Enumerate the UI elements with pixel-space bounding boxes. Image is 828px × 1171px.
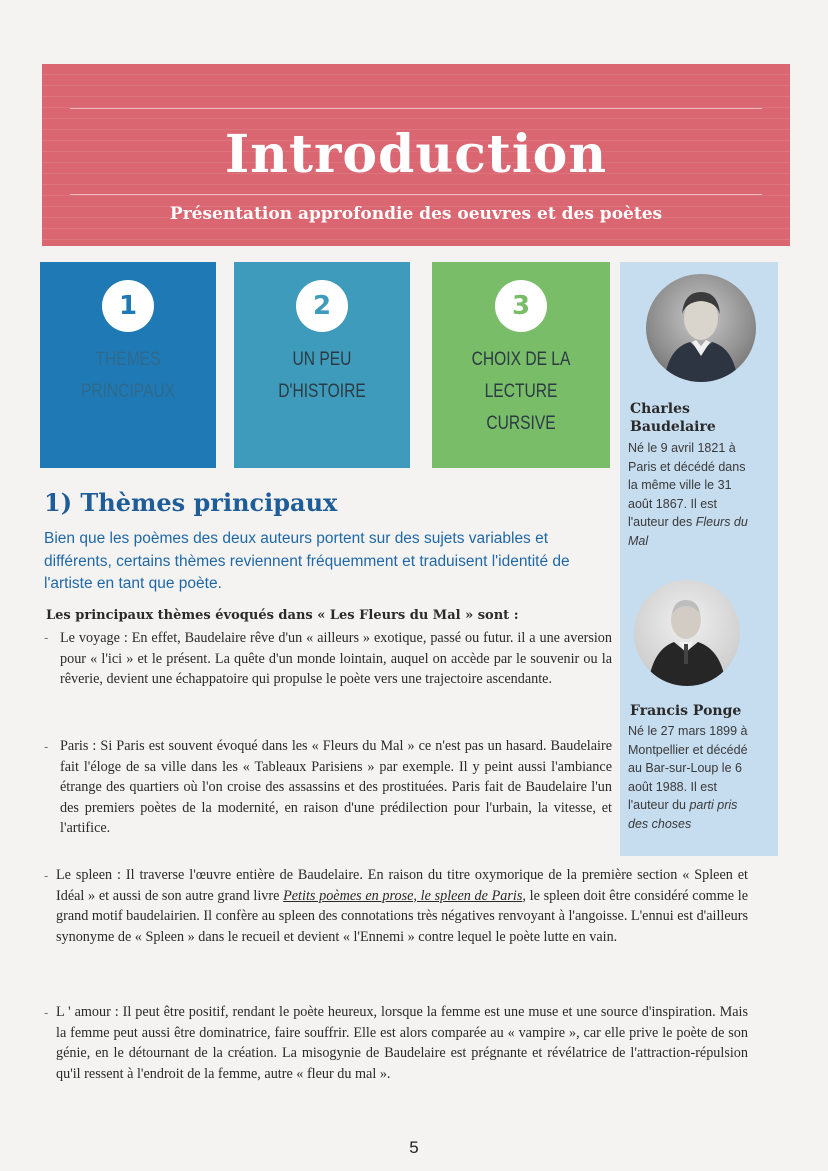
tile-label-line: D'HISTOIRE xyxy=(278,381,366,402)
bio-work: des choses xyxy=(628,816,692,831)
spleen-book-title: Petits poèmes en prose, le spleen de Paris xyxy=(283,887,523,904)
bio-work: Mal xyxy=(628,533,649,548)
bio-text: l'auteur du xyxy=(628,798,690,812)
tile-label xyxy=(448,344,594,440)
bio-work: Fleurs du xyxy=(695,515,748,529)
tile-number: 1 xyxy=(102,280,154,332)
tile-label xyxy=(56,344,200,408)
tile-label-line: LECTURE CURSIVE xyxy=(484,381,558,434)
tile-history xyxy=(234,262,410,468)
list-dash: - xyxy=(44,739,49,754)
tile-label xyxy=(250,344,394,408)
baudelaire-portrait xyxy=(646,274,756,382)
title-banner xyxy=(42,64,790,246)
bio-line: août 1988. Il est xyxy=(628,779,717,794)
tile-reading xyxy=(432,262,610,468)
spleen-text: , le spleen doit être considéré comme le grand motif baudelairien. Il confère au spleen des connotations très négatives renvoyant à l'angoisse. L'ennui est d'ailleurs synonyme de « Spleen » dans le recueil et devient « l'Ennemi » contre lequel le poète lutte en vain. xyxy=(56,887,748,945)
page-number: 5 xyxy=(409,1138,419,1157)
name-line: Charles xyxy=(630,401,690,417)
list-dash: - xyxy=(44,868,49,883)
ponge-bio xyxy=(628,722,774,833)
baudelaire-name xyxy=(630,400,716,436)
section-intro: Bien que les poèmes des deux auteurs portent sur des sujets variables et différents, certains thèmes reviennent fréquemment et traduisent l'identité de l'artiste en tant que poète. xyxy=(44,530,570,592)
bio-line: Montpellier et décédé xyxy=(628,742,748,757)
bio-text: l'auteur des xyxy=(628,515,696,529)
tile-label-line: THÈMES xyxy=(95,349,161,370)
bio-line: Né le 9 avril 1821 à xyxy=(628,441,736,455)
bio-work: parti pris xyxy=(689,798,738,812)
themes-leadin: Les principaux thèmes évoqués dans « Les Fleurs du Mal » sont : xyxy=(46,608,519,623)
theme-paris: Paris : Si Paris est souvent évoqué dans les « Fleurs du Mal » ce n'est pas un hasard. Baudelaire fait l'éloge de sa ville dans les « Tableaux Parisiens » par exemple. Il y peint aussi l'ambiance étrange des quartiers où l'on croise des assassins et des prostituées. Paris fait de Baudelaire l'un des premiers poètes de la modernité, en raison d'une prédilection pour l'urbain, la vitesse, et l'artifice. xyxy=(60,738,612,836)
tile-label-line: CHOIX DE LA xyxy=(471,349,571,370)
bio-line: Paris et décédé dans xyxy=(628,459,746,474)
tile-label-line: PRINCIPAUX xyxy=(80,381,176,402)
list-dash: - xyxy=(44,1005,49,1020)
page-title: Introduction xyxy=(224,124,608,185)
bio-line: août 1867. Il est xyxy=(628,496,717,511)
author-sidebar xyxy=(620,262,778,856)
tile-number: 2 xyxy=(296,280,348,332)
bio-line: au Bar-sur-Loup le 6 xyxy=(628,761,742,775)
bio-line xyxy=(628,532,774,551)
banner-rule-top xyxy=(70,108,762,109)
name-line: Baudelaire xyxy=(630,419,716,435)
tile-themes xyxy=(40,262,216,468)
bio-line xyxy=(628,513,774,532)
ponge-portrait xyxy=(634,580,740,686)
ponge-name: Francis Ponge xyxy=(630,703,742,719)
tile-number: 3 xyxy=(495,280,547,332)
baudelaire-bio xyxy=(628,439,774,550)
theme-spleen xyxy=(56,865,748,947)
bio-line: Né le 27 mars 1899 à xyxy=(628,724,748,738)
banner-rule-bottom xyxy=(70,194,762,195)
bio-line: la même ville le 31 xyxy=(628,478,732,492)
page-subtitle: Présentation approfondie des oeuvres et des poètes xyxy=(169,204,663,224)
bio-line xyxy=(628,815,774,834)
list-dash: - xyxy=(44,630,49,645)
spleen-text: Le spleen : Il traverse l'œuvre entière de Baudelaire. En raison du titre oxymorique de la première section « Spleen et Idéal » et aussi de son autre grand livre xyxy=(56,867,748,904)
theme-voyage: Le voyage : En effet, Baudelaire rêve d'un « ailleurs » exotique, passé ou futur. il a une aversion pour « l'ici » et le présent. La quête d'un monde lointain, auquel on accède par le souvenir ou la rêverie, devient une échappatoire qui propulse le poète vers une trajectoire ascendante. xyxy=(60,630,612,687)
tile-label-line: UN PEU xyxy=(292,349,352,370)
bio-line xyxy=(628,796,774,815)
theme-amour: L ' amour : Il peut être positif, rendant le poète heureux, lorsque la femme est une muse et une source d'inspiration. Mais la femme peut aussi être dominatrice, faire souffrir. Elle est alors comparée au « vampire », car elle prive le poète de son génie, en le détournant de la création. La misogynie de Baudelaire est prégnante et révélatrice de l'attraction-répulsion qu'il ressent à l'endroit de la femme, autre « fleur du mal ». xyxy=(56,1004,748,1082)
section-heading: 1) Thèmes principaux xyxy=(44,488,338,517)
